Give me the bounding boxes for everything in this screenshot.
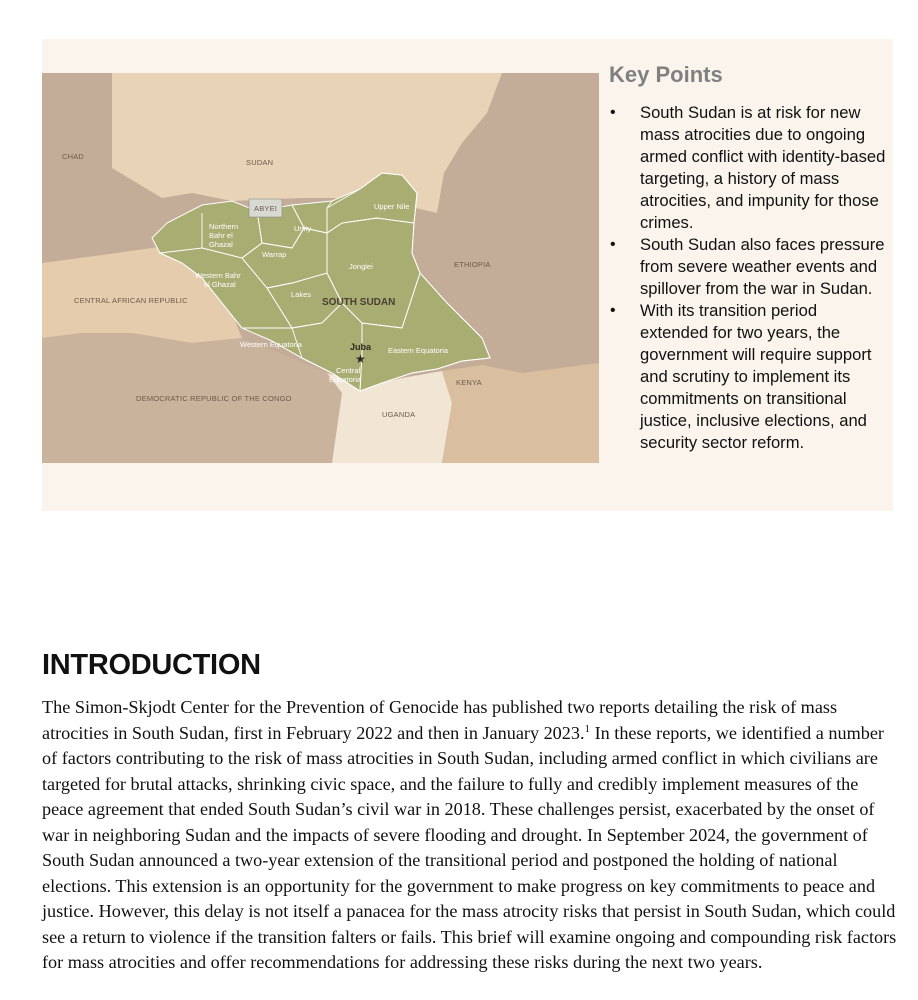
label-car: CENTRAL AFRICAN REPUBLIC — [74, 296, 188, 305]
label-western-equatoria: Western Equatoria — [240, 340, 302, 349]
label-nbg-1: Northern — [209, 222, 239, 231]
label-central-eq-1: Central — [336, 366, 361, 375]
label-upper-nile: Upper Nile — [374, 202, 410, 211]
key-points-title: Key Points — [609, 62, 723, 87]
intro-text-part1: The Simon-Skjodt Center for the Prevention of Genocide has published two reports detailing the risk of mass atrocities in South Sudan, first in February 2022 and then in January 2023. — [42, 697, 838, 743]
intro-text-part2: In these reports, we identified a number of factors contributing to the risk of mass atrocities in South Sudan, including armed conflict in which civilians are targeted for brutal attacks, shrinking civic space, and the failure to fully and credibly implement measures of the peace agreement that ended South Sudan’s civil war in 2018. These challenges persist, exacerbated by the onset of war in neighboring Sudan and the impacts of severe flooding and drought. In September 2024, the government of South Sudan announced a two-year extension of the transitional period and postponed the holding of national elections. This extension is an opportunity for the government to make progress on key commitments to peace and justice. However, this delay is not itself a panacea for the mass atrocity risks that persist in South Sudan, which could see a return to violence if the transition falters or fails. This brief will examine ongoing and compounding risk factors for mass atrocities and offer recommendations for addressing these risks during the next two years. — [42, 722, 897, 972]
label-central-eq-2: Equatoria — [329, 375, 362, 384]
label-uganda: UGANDA — [382, 410, 416, 419]
key-point-text: South Sudan also faces pressure from severe weather events and spillover from the war in Sudan. — [640, 235, 885, 298]
bullet-icon: • — [610, 236, 616, 253]
label-abyei: ABYEI — [254, 204, 278, 213]
label-nbg-3: Ghazal — [209, 240, 233, 249]
label-warrap: Warrap — [262, 250, 287, 259]
key-points-list — [608, 102, 888, 454]
key-point-text: South Sudan is at risk for new mass atrocities due to ongoing armed conflict with identity-based targeting, a history of mass atrocities, and impunity for those crimes. — [640, 103, 886, 232]
label-wbg-2: el Ghazal — [204, 280, 236, 289]
bullet-icon: • — [610, 104, 616, 121]
bullet-icon: • — [610, 302, 616, 319]
label-south-sudan: SOUTH SUDAN — [322, 297, 396, 308]
label-ethiopia: ETHIOPIA — [454, 260, 491, 269]
map-svg — [42, 73, 599, 463]
label-jonglei: Jonglei — [349, 262, 373, 271]
label-sudan: SUDAN — [246, 158, 274, 167]
label-drc: DEMOCRATIC REPUBLIC OF THE CONGO — [136, 394, 292, 403]
label-lakes: Lakes — [291, 290, 312, 299]
label-wbg-1: Western Bahr — [195, 271, 241, 280]
footnote-marker[interactable]: 1 — [584, 722, 591, 735]
key-point-item — [608, 300, 888, 454]
label-eastern-equatoria: Eastern Equatoria — [388, 346, 449, 355]
label-unity: Unity — [294, 224, 312, 233]
key-point-item — [608, 234, 888, 300]
key-point-text: With its transition period extended for two years, the government will require support and scrutiny to implement its commitments on transitional justice, inclusive elections, and security sector reform. — [640, 301, 872, 452]
key-points-section — [608, 62, 888, 454]
label-nbg-2: Bahr el — [209, 231, 233, 240]
label-juba: Juba — [350, 342, 372, 352]
label-chad: CHAD — [62, 152, 85, 161]
south-sudan-map — [42, 73, 599, 463]
label-kenya: KENYA — [456, 378, 482, 387]
introduction-heading: INTRODUCTION — [42, 649, 261, 681]
key-point-item — [608, 102, 888, 234]
introduction-paragraph — [42, 695, 897, 976]
juba-star-icon: ★ — [355, 352, 366, 366]
